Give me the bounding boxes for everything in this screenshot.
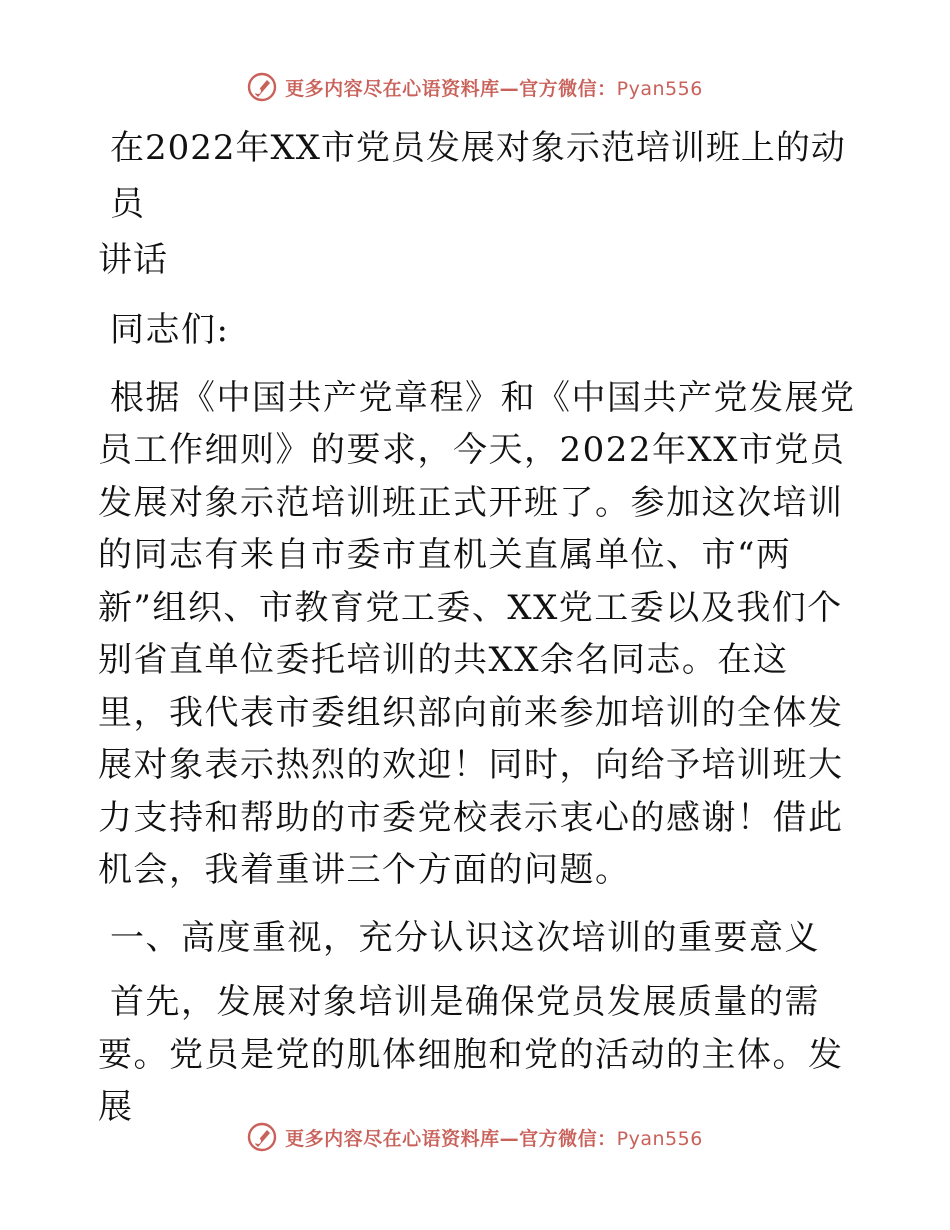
salutation: 同志们:	[110, 310, 230, 350]
section-heading-1: 一、高度重视，充分认识这次培训的重要意义	[110, 917, 820, 958]
header-watermark-text: 更多内容尽在心语资料库—官方微信：Pyan556	[285, 77, 703, 100]
pen-logo-icon	[247, 72, 277, 102]
header-watermark-banner	[0, 72, 950, 102]
document-body	[98, 120, 858, 1149]
footer-watermark-text: 更多内容尽在心语资料库—官方微信：Pyan556	[285, 1127, 703, 1150]
footer-watermark-banner	[0, 1122, 950, 1152]
paragraph-first-point: 首先，发展对象培训是确保党员发展质量的需要。党员是党的肌体细胞和党的活动的主体。发展	[98, 982, 844, 1127]
pen-logo-icon	[247, 1122, 277, 1152]
document-title: 在2022年XX市党员发展对象示范培训班上的动员 讲话	[98, 128, 846, 280]
paragraph-intro: 根据《中国共产党章程》和《中国共产党发展党员工作细则》的要求，今天，2022年XX市党员发展对象示范培训班正式开班了。参加这次培训的同志有来自市委市直机关直属单位、市“两新”组织、市教育党工委、XX党工委以及我们个别省直单位委托培训的共XX余名同志。在这里，我代表市委组织部向前来参加培训的全体发展对象表示热烈的欢迎！同时，向给予培训班大力支持和帮助的市委党校表示衷心的感谢！借此机会，我着重讲三个方面的问题。	[98, 377, 856, 890]
